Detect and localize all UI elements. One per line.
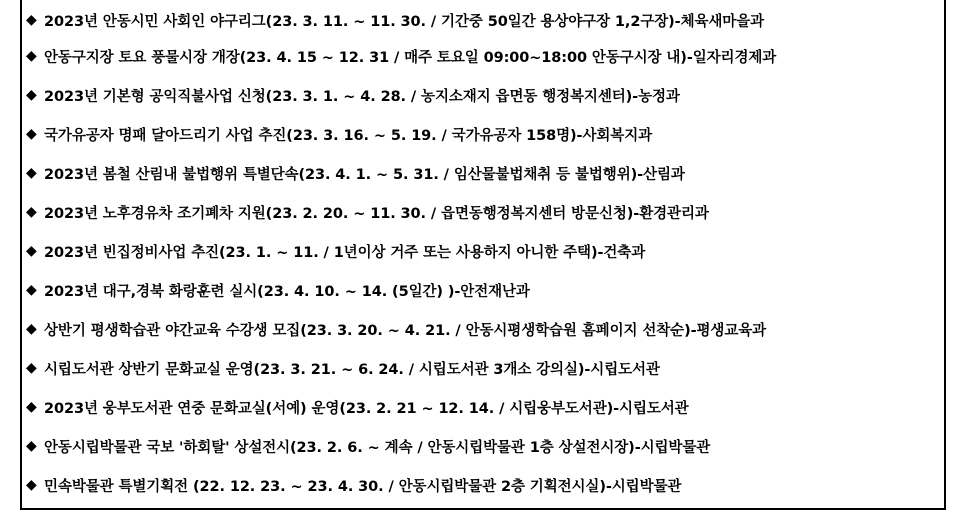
notice-panel bbox=[20, 0, 946, 510]
list-item-text: 2023년 안동시민 사회인 야구리그(23. 3. 11. ~ 11. 30. / 기간중 50일간 용상야구장 1,2구장)-체육새마을과 bbox=[44, 13, 765, 30]
list-item bbox=[22, 350, 944, 386]
diamond-bullet-icon: ◆ bbox=[26, 126, 37, 142]
list-item-text: 안동시립박물관 국보 '하회탈' 상설전시(23. 2. 6. ~ 계속 / 안동시립박물관 1층 상설전시장)-시립박물관 bbox=[44, 439, 711, 456]
diamond-bullet-icon: ◆ bbox=[26, 282, 37, 298]
list-item bbox=[22, 2, 944, 38]
list-item bbox=[22, 467, 944, 503]
diamond-bullet-icon: ◆ bbox=[26, 438, 37, 454]
diamond-bullet-icon: ◆ bbox=[26, 399, 37, 415]
list-item bbox=[22, 428, 944, 464]
diamond-bullet-icon: ◆ bbox=[26, 87, 37, 103]
list-item-text: 2023년 빈집정비사업 추진(23. 1. ~ 11. / 1년이상 거주 또는 사용하지 아니한 주택)-건축과 bbox=[44, 244, 646, 261]
list-item-text: 민속박물관 특별기획전 (22. 12. 23. ~ 23. 4. 30. / 안동시립박물관 2층 기획전시실)-시립박물관 bbox=[44, 478, 682, 495]
list-item bbox=[22, 272, 944, 308]
list-item bbox=[22, 38, 944, 74]
list-item-text: 국가유공자 명패 달아드리기 사업 추진(23. 3. 16. ~ 5. 19. / 국가유공자 158명)-사회복지과 bbox=[44, 127, 653, 144]
list-item-text: 2023년 웅부도서관 연중 문화교실(서예) 운영(23. 2. 21 ~ 12. 14. / 시립웅부도서관)-시립도서관 bbox=[44, 400, 689, 417]
list-item bbox=[22, 311, 944, 347]
list-item-text: 2023년 노후경유차 조기폐차 지원(23. 2. 20. ~ 11. 30. / 읍면동행정복지센터 방문신청)-환경관리과 bbox=[44, 205, 709, 222]
list-item bbox=[22, 194, 944, 230]
list-item-text: 2023년 기본형 공익직불사업 신청(23. 3. 1. ~ 4. 28. / 농지소재지 읍면동 행정복지센터)-농정과 bbox=[44, 88, 680, 105]
list-item-text: 시립도서관 상반기 문화교실 운영(23. 3. 21. ~ 6. 24. / 시립도서관 3개소 강의실)-시립도서관 bbox=[44, 361, 660, 378]
diamond-bullet-icon: ◆ bbox=[26, 321, 37, 337]
list-item bbox=[22, 155, 944, 191]
diamond-bullet-icon: ◆ bbox=[26, 243, 37, 259]
list-item-text: 안동구지장 토요 풍물시장 개장(23. 4. 15 ~ 12. 31 / 매주 토요일 09:00~18:00 안동구시장 내)-일자리경제과 bbox=[44, 49, 777, 66]
diamond-bullet-icon: ◆ bbox=[26, 12, 37, 28]
list-item bbox=[22, 116, 944, 152]
diamond-bullet-icon: ◆ bbox=[26, 204, 37, 220]
diamond-bullet-icon: ◆ bbox=[26, 477, 37, 493]
list-item-text: 2023년 봄철 산림내 불법행위 특별단속(23. 4. 1. ~ 5. 31. / 임산물불법채취 등 불법행위)-산림과 bbox=[44, 166, 685, 183]
list-item-text: 2023년 대구,경북 화랑훈련 실시(23. 4. 10. ~ 14. (5일간) )-안전재난과 bbox=[44, 283, 530, 300]
list-item bbox=[22, 77, 944, 113]
diamond-bullet-icon: ◆ bbox=[26, 360, 37, 376]
diamond-bullet-icon: ◆ bbox=[26, 165, 37, 181]
list-item bbox=[22, 389, 944, 425]
list-item bbox=[22, 233, 944, 269]
diamond-bullet-icon: ◆ bbox=[26, 48, 37, 64]
list-item-text: 상반기 평생학습관 야간교육 수강생 모집(23. 3. 20. ~ 4. 21. / 안동시평생학습원 홈페이지 선착순)-평생교육과 bbox=[44, 322, 767, 339]
